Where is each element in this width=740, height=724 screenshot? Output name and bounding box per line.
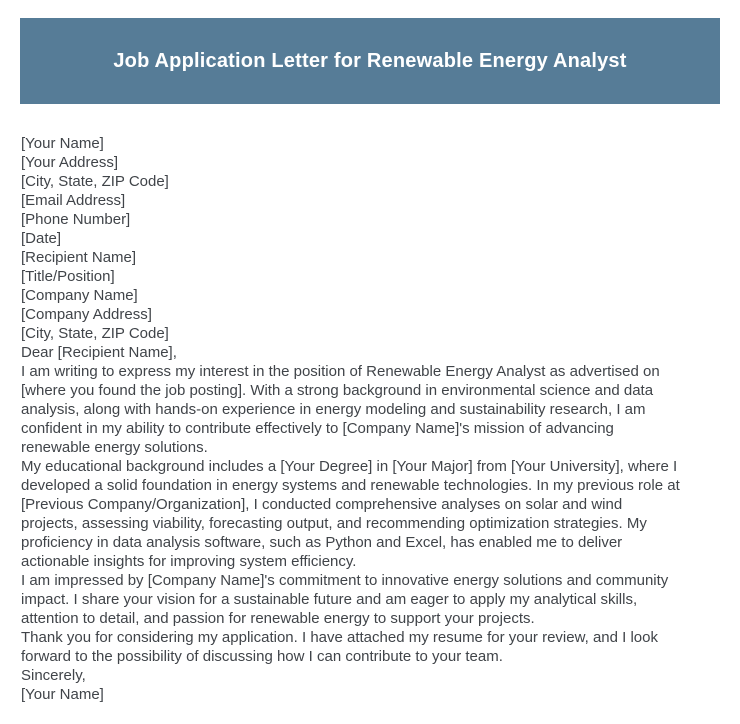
letter-line: [Phone Number]: [21, 211, 131, 228]
letter-line: [Your Name]: [21, 686, 104, 703]
letter-line: [Date]: [21, 230, 62, 247]
letter-line: [Company Address]: [21, 306, 152, 323]
letter-line: projects, assessing viability, forecasting output, and recommending optimization strategies. My: [21, 515, 647, 532]
document-title: Job Application Letter for Renewable Energy Analyst: [113, 49, 627, 72]
letter-line: proficiency in data analysis software, such as Python and Excel, has enabled me to deliver: [21, 534, 623, 551]
letter-line: [Company Name]: [21, 287, 138, 304]
letter-line: [Recipient Name]: [21, 249, 137, 266]
letter-line: I am writing to express my interest in the position of Renewable Energy Analyst as advertised on: [21, 363, 660, 380]
letter-line: I am impressed by [Company Name]'s commitment to innovative energy solutions and community: [21, 572, 669, 589]
letter-line: actionable insights for improving system efficiency.: [21, 553, 357, 570]
letter-line: [City, State, ZIP Code]: [21, 325, 169, 342]
letter-line: [City, State, ZIP Code]: [21, 173, 169, 190]
letter-line: impact. I share your vision for a sustainable future and am eager to apply my analytical skills,: [21, 591, 638, 608]
letter-line: confident in my ability to contribute effectively to [Company Name]'s mission of advancing: [21, 420, 614, 437]
letter-line: forward to the possibility of discussing how I can contribute to your team.: [21, 648, 503, 665]
letter-line: attention to detail, and passion for renewable energy to support your projects.: [21, 610, 535, 627]
letter-line: [Email Address]: [21, 192, 126, 209]
letter-line: My educational background includes a [Your Degree] in [Your Major] from [Your University], where I: [21, 458, 678, 475]
letter-line: [Your Address]: [21, 154, 119, 171]
letter-line: [where you found the job posting]. With a strong background in environmental science and data: [21, 382, 654, 399]
letter-line: developed a solid foundation in energy systems and renewable technologies. In my previous role at: [21, 477, 680, 494]
letter-body: [21, 134, 727, 704]
letter-line: [Your Name]: [21, 135, 104, 152]
document-header-band: [20, 18, 720, 104]
letter-line: [Previous Company/Organization], I conducted comprehensive analyses on solar and wind: [21, 496, 623, 513]
letter-line: Dear [Recipient Name],: [21, 344, 177, 361]
letter-line: renewable energy solutions.: [21, 439, 208, 456]
letter-line: Sincerely,: [21, 667, 86, 684]
letter-line: [Title/Position]: [21, 268, 115, 285]
letter-line: analysis, along with hands-on experience in energy modeling and sustainability research, I am: [21, 401, 646, 418]
letter-line: Thank you for considering my application. I have attached my resume for your review, and I look: [21, 629, 658, 646]
